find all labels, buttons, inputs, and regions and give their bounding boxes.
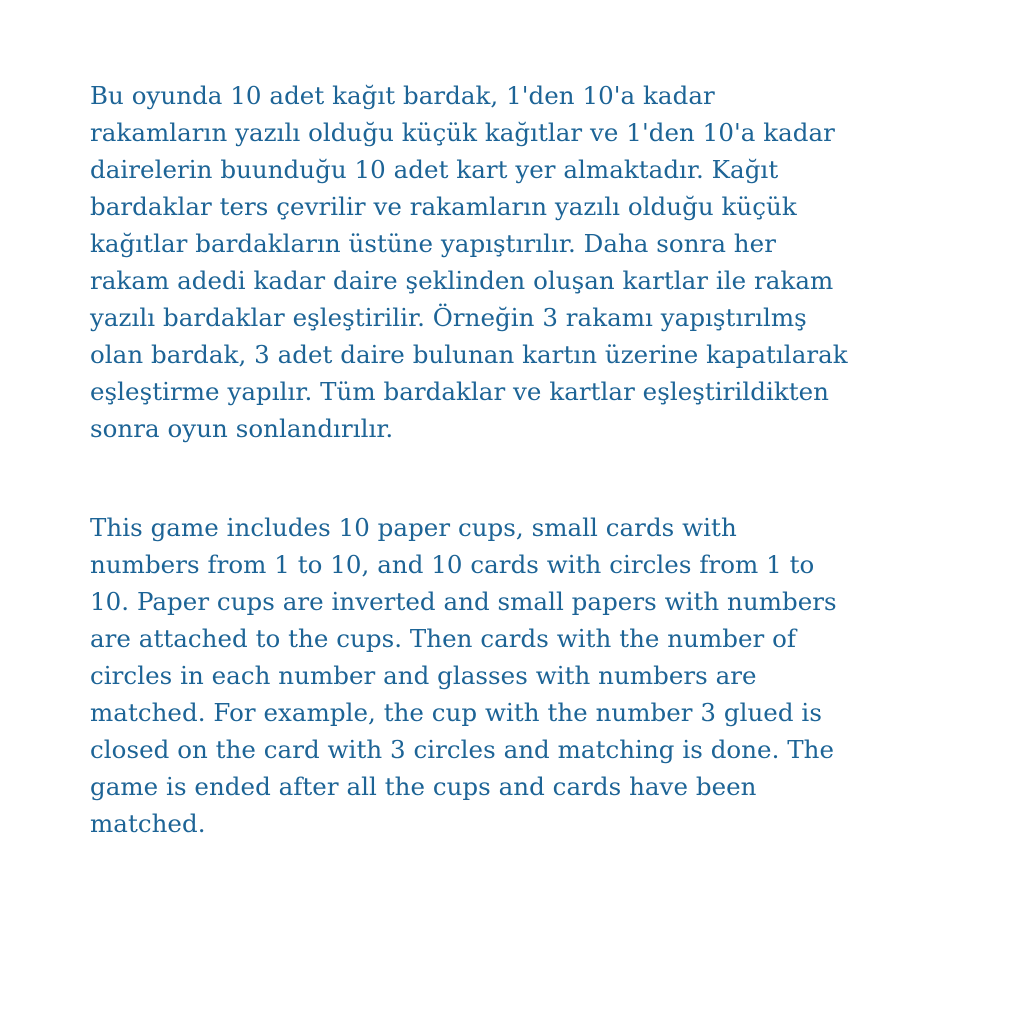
english-paragraph: This game includes 10 paper cups, small cards with numbers from 1 to 10, and 10 cards with circles from 1 to 10. Paper cups are inverted and small papers with numbers are attached to the cups. Then cards with the number of circles in each number and glasses with numbers are matched. For example, the cup with the number 3 glued is closed on the card with 3 circles and matching is done. The game is ended after all the cups and cards have been matched. bbox=[90, 513, 837, 838]
turkish-paragraph: Bu oyunda 10 adet kağıt bardak, 1'den 10'a kadar rakamların yazılı olduğu küçük kağıtlar ve 1'den 10'a kadar dairelerin buunduğu 10 adet kart yer almaktadır. Kağıt bardaklar ters çevrilir ve rakamların yazılı olduğu küçük kağıtlar bardakların üstüne yapıştırılır. Daha sonra her rakam adedi kadar daire şeklinden oluşan kartlar ile rakam yazılı bardaklar eşleştirilir. Örneğin 3 rakamı yapıştırılmş olan bardak, 3 adet daire bulunan kartın üzerine kapatılarak eşleştirme yapılır. Tüm bardaklar ve kartlar eşleştirildikten sonra oyun sonlandırılır. bbox=[90, 81, 848, 443]
